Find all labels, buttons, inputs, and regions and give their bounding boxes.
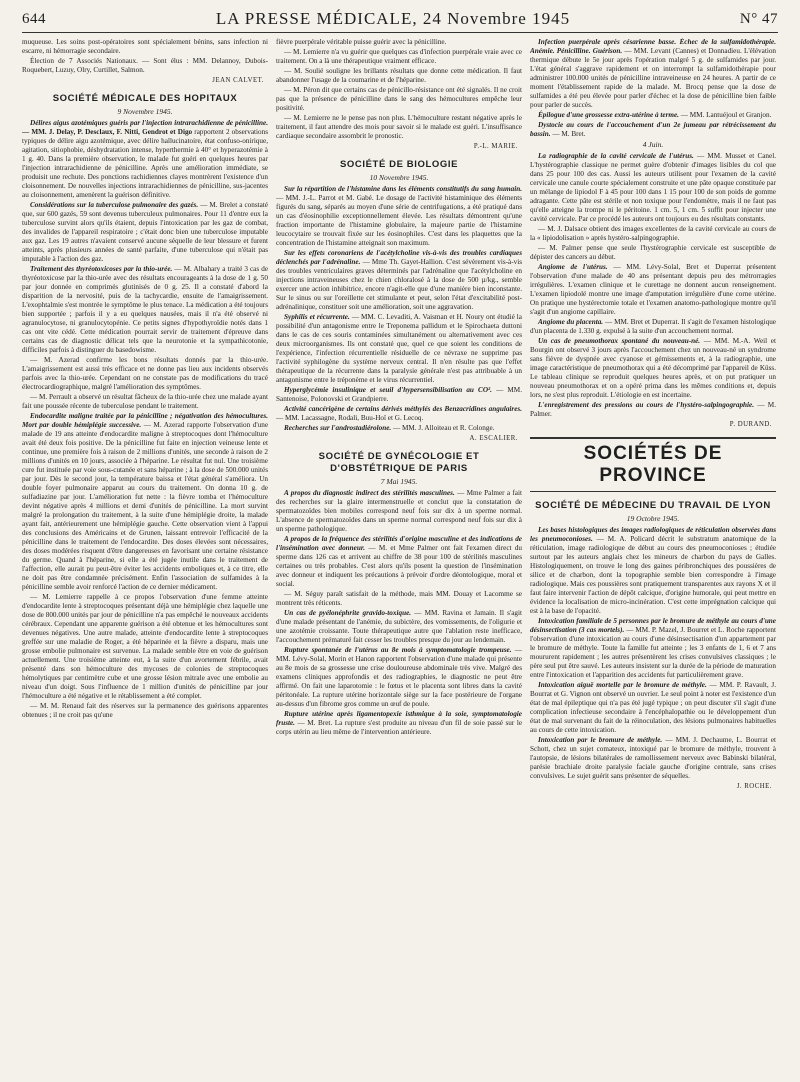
- article-title: A propos du diagnostic indirect des stérilités masculines.: [284, 489, 455, 497]
- article: [276, 489, 522, 534]
- discussion: — M. Azerad confirme les bons résultats donnés par la thio-urée. L'amaigrissement est aussi très efficace et ne donne pas lieu aux incidents observés parfois avec la thio-urée. Cependant on ne constate pas de modifications du tracé électrocardiographique, malgré l'amélioration des symptômes.: [22, 356, 268, 391]
- article: [530, 401, 776, 419]
- article: [276, 249, 522, 312]
- article: [530, 617, 776, 680]
- article-text: rapportent 2 observations typiques de délire aigu azotémique, avec délire hallucinatoire, état confuso-onirique, agitation, sitiophobie, déshydratation intense, hyperthermie à 40° et hyperazotémie à 1 g. 40. Dans la première observation, le malade fut guéri en quelques heures par l'injection intrarachidienne de pénicilline. Après une amélioration immédiate, se produisit une rechute. Des ponctions rachidiennes clayes montrèrent l'existence d'un cloisonnement. De nouvelles injections intrarachidiennes de pénicilline, sus-jacentes au cloisonnement, amenèrent la guérison définitive.: [22, 128, 268, 199]
- article-text: — MM. Lacassagne, Rodali, Buu-Hoï et G. Lecoq.: [276, 414, 424, 422]
- article-text: — MM. Ravina et Jamain. Il s'agit d'une malade présentant de l'anémie, du subictère, des vomissements, de l'oligurie et une azotémie croissante. Toute thérapeutique autre que l'ablation reste inefficace, l'accouchement prématuré fait cesser les troubles presque du jour au lendemain.: [276, 609, 522, 644]
- session-date: 9 Novembre 1945.: [117, 107, 173, 116]
- article: [530, 318, 776, 336]
- article: [530, 337, 776, 400]
- article: [530, 681, 776, 735]
- article-title: Intoxication aiguë mortelle par le bromure de méthyle.: [538, 681, 707, 689]
- article-title: Un cas de pneumothorax spontané du nouveau-né.: [538, 337, 701, 345]
- section-heading: SOCIÉTÉ DE BIOLOGIE: [339, 159, 459, 170]
- article-text: — MM. M.-A. Weil et Bourgin ont observé 3 jours après l'accouchement chez un nouveau-né un syndrome sans fièvre de dyspnée avec cyanose et gémissements et, à la radiographie, une image caractéristique de pneumothorax qui a été décomprimé par l'appareil de Küss. Le tableau clinique se reproduit quelques heures après, et on put pratiquer un nouveau pneumothorax et on a opéré prima dans les mêmes conditions et, depuis lors, ne s'est plus reproduit. L'étiologie en est incertaine.: [530, 337, 776, 399]
- article: [276, 535, 522, 589]
- article-title: Un cas de pyélonéphrite gravido-toxique.: [284, 609, 412, 617]
- column-1: [22, 38, 268, 1076]
- article-title: Activité cancérigène de certains dérivés méthylés des Benzacridines angulaires.: [284, 405, 522, 413]
- article-text: — MM. Musset et Canel. L'hystérographie classique ne permet guère d'obtenir d'images lisibles du col que dans 25 pour 100 des cas. Aussi les auteurs utilisent pour l'examen de la cavité cervicale une canule courte spécialement construite et une pâte opaque constituée par un mélange de lipiodol F à 45 pour 100 dans 1 15 pour 100 de son poids de gomme adragante. Cette pâte est stérile et non toxique pour l'endomètre, mais il ne faut pas qu'elle atteigne la trompe ni le péritoine. 1 cm. 5, 1 cm. 5 suffit pour injecter une cavité cervicale. Par ce procédé les auteurs ont toujours eu des résultats constants.: [530, 152, 776, 223]
- paragraph: fièvre puerpérale véritable puisse guérir avec la pénicilline.: [276, 38, 447, 46]
- article: [530, 38, 776, 110]
- session-date: 7 Mai 1945.: [380, 477, 418, 486]
- article-text: — Mme Th. Gayet-Hallion. C'est sévèrement vis-à-vis des troubles ventriculaires graves déterminés par l'adrénaline que l'acétylcholine en injections intraveineuses chez le chien chloralosé à la dose de 500 µ/kg., semble exercer une action inhibitrice, encore n'agit-elle que d'une manière bien inconstante. Sur le sinus ou sur l'oreillette cet stimulante et peut, selon l'état d'excitabilité post-adrénalinique, constituer soit une amélioration, soit une aggravation.: [276, 258, 522, 311]
- article-text: — MM. J.-L. Parrot et M. Gabé. Le dosage de l'activité histaminique des éléments figurés du sang, séparés au moyen d'une série de centrifugations, a été pratiqué dans un cas d'éosinophilie exceptionnellement élevée. Les résultats démontrent qu'une fraction importante de l'histamine globulaire, la majeure partie de l'histamine leucocytaire se trouvait fixée sur les éosinophiles. C'est dans les plaquettes que la concentration de l'histamine atteignait son maximum.: [276, 194, 522, 247]
- article: [276, 424, 522, 433]
- article-title: L'enregistrement des pressions au cours de l'hystéro-salpingographie.: [538, 401, 755, 409]
- article-text: — MM. J. Dechaume, L. Bourrat et Schott, chez un sujet comateux, intoxiqué par le bromure de méthyle, trouvent à l'autopsie, de lésions bilatérales de ramollissement nerveux avec Babinski bilatéral, parésie brachiale droite paralysie faciale gauche d'origine centrale, sans crises convulsives. Le sujet guérit sans présenter de séquelles.: [530, 736, 776, 780]
- column-3: [530, 38, 776, 1076]
- article-text: — M. et Mme Palmer ont fait l'examen direct du sperme dans 126 cas et arrivent au chiffre de 38 pour 100 de stérilités masculines certaines ou très probables. C'est alors qu'ils posent la question de l'insémination avec donneur et indiquent les précautions à prévoir d'ordre déontologique, moral et social.: [276, 544, 522, 588]
- article: [276, 710, 522, 737]
- section-heading: SOCIÉTÉ DE GYNÉCOLOGIE ET D'OBSTÉTRIQUE DE PARIS: [318, 451, 480, 474]
- article-text: — MM. Levant (Cannes) et Donnadieu. L'élévation thermique débute le 5e jour après l'opération malgré 5 g. de sulfamides par jour. L'état général s'aggrave rapidement et on interrompt la sulfamidothérapie pour administrer 100.000 unités de pénicilline intraveineuse en 24 heures. A partir de ce moment l'établissement rapide de la malade. M. Brocq pense que la dose de sulfamides a été peu élevée pour parler d'échec et la dose de pénicilline bien faible pour parler de succès.: [530, 47, 776, 109]
- article-title: A propos de la fréquence des stérilités d'origine masculine et des indications de l'insémination avec donneur.: [276, 535, 522, 552]
- article: [530, 526, 776, 616]
- article: [276, 313, 522, 385]
- discussion: — M. M. Renaud fait des réserves sur la permanence des guérisons apparentes obtenues ; il ne croit pas qu'une: [22, 702, 268, 719]
- article-title: Sur les effets coronariens de l'acétylcholine vis-à-vis des troubles cardiaques déclenchés par l'adrénaline.: [276, 249, 522, 266]
- page-number: 644: [22, 10, 46, 27]
- article-text: — MM. Santenoise, Polonovski et Grandpierre.: [276, 386, 522, 403]
- article-title: Syphilis et récurrente.: [284, 313, 350, 321]
- page-header: [22, 6, 778, 33]
- article-text: — MM. P. Ravault, J. Bourrat et G. Vignon ont observé un ouvrier. Le seul point à noter est l'existence d'un état de mal épileptique qui n'a pas été jugé typique ; on peut discuter s'il s'agit d'une complication infectieuse secondaire à l'encéphalopathie ou le développement d'un état de mal survenant du fait de la réinoculation, des lésions pulmonaires habituelles au cours de cette intoxication.: [530, 681, 776, 734]
- discussion: — M. Péron dit que certains cas de pénicillo-résistance ont été signalés. Il ne croit pas que la présence de pénicilline dans le sang des hémocultures empêche leur positivité.: [276, 86, 522, 112]
- article: [530, 111, 776, 120]
- election-notice: Élection de 7 Associés Nationaux. — Sont élus : MM. Delannoy, Dubois-Roquebert, Luzuy, Olry, Curtillet, Salmon.: [22, 57, 268, 74]
- article-title: Rupture utérine après ligamentopexie isthmique à la soie, symptomatologie fruste.: [276, 710, 522, 727]
- signature: JEAN CALVET.: [212, 77, 264, 84]
- article-title: Traitement des thyréotoxicoses par la thio-urée.: [30, 265, 173, 273]
- session-date: 19 Octobre 1945.: [626, 514, 680, 523]
- article: [22, 119, 268, 200]
- article-title: La radiographie de la cavité cervicale de l'utérus.: [538, 152, 694, 160]
- article: [22, 265, 268, 355]
- article: [530, 152, 776, 224]
- article-authors: — MM. J. Delay, P. Desclaux, F. Nitti, Gendrot et Digo: [22, 128, 193, 136]
- article-title: Délires aigus azotémiques guéris par l'injection intrarachidienne de pénicilline.: [30, 119, 268, 127]
- article-title: Rupture spontanée de l'utérus au 8e mois à symptomatologie trompeuse.: [284, 646, 512, 654]
- columns: [22, 38, 782, 1076]
- article-text: — M. Bret. La rupture s'est produite au niveau d'un fil de soie passé sur le corps utérin au lieu même de l'intervention antérieure.: [276, 719, 522, 736]
- session-date: 10 Novembre 1945.: [369, 173, 429, 182]
- paragraph: muqueuse. Les soins post-opératoires sont spécialement bénins, sans infection ni escarre, ni hémorragie secondaire.: [22, 38, 268, 55]
- article-title: Épilogue d'une grossesse extra-utérine à terme.: [538, 111, 679, 119]
- province-heading: SOCIÉTÉS DE PROVINCE: [530, 437, 776, 492]
- article: [276, 405, 522, 423]
- discussion: — M. Lemierre ne le pense pas non plus. L'hémoculture restant négative après le traitement, il faut attendre des mois pour savoir si le malade est guéri. L'insuffisance cardiaque secondaire assombrit le pronostic.: [276, 114, 522, 140]
- article-title: Intoxication familiale de 5 personnes par le bromure de méthyle au cours d'une désinsectisation (3 cas mortels).: [530, 617, 776, 634]
- issue-number: N° 47: [739, 10, 778, 27]
- article-title: Recherches sur l'androstadiérolone.: [284, 424, 392, 432]
- article-text: — MM. Lévy-Solal, Morin et Hanon rapportent l'observation d'une malade qui présente au 8e mois de sa grossesse une crise douloureuse abdominale très vive. Malgré des examens cliniques approfondis et des radiographies, le diagnostic ne peut être affirmé. On fait une laparotomie : le fœtus et le placenta sont libres dans la cavité péritonéale. La rupture utérine horizontale siège sur la face postérieure de l'organe au-dessus d'un fibrome gros comme un œuf de poule.: [276, 646, 522, 708]
- discussion: — M. J. Dalsace obtient des images excellentes de la cavité cervicale au cours de la « lipiodolisation » après hystéro-salpingographie.: [530, 225, 776, 242]
- article-text: — MM. J. Alloiteau et R. Colonge.: [393, 424, 495, 432]
- article-text: — M. Bret.: [552, 130, 586, 138]
- signature: J. ROCHE.: [736, 783, 772, 790]
- article: [530, 263, 776, 317]
- article-title: Angiome du placenta.: [538, 318, 604, 326]
- article: [22, 201, 268, 264]
- article-title: Hyperglycémie insulinique et seuil d'hypersensibilisation au CO².: [284, 386, 492, 394]
- signature: P.-L. MARIE.: [473, 143, 518, 150]
- article: [530, 121, 776, 139]
- article-title: Considérations sur la tuberculose pulmonaire des gazés.: [30, 201, 199, 209]
- article-text: — MM. Lévy-Solal, Bret et Duperrat présentent l'observation d'une malade de 40 ans présentant depuis peu des métrorragies irrégulières. L'examen clinique et le curettage ne donnent aucun renseignement. L'examen lipiodolé montre une image d'amputation irrégulière d'une corne utérine. On pratique une hystérectomie totale et l'examen anatomo-pathologique montre qu'il s'agit d'un angiome capillaire.: [530, 263, 776, 316]
- session-date: 4 Juin.: [642, 140, 664, 149]
- discussion: — M. Palmer pense que seule l'hystérographie cervicale est susceptible de dépister des cancers au début.: [530, 244, 776, 261]
- signature: A. ESCALIER.: [469, 435, 518, 442]
- article: [276, 185, 522, 248]
- article-title: Infection puerpérale après césarienne basse. Échec de la sulfamidothérapie. Anémie. Pénicilline. Guérison.: [530, 38, 776, 55]
- article: [22, 412, 268, 592]
- section-heading: SOCIÉTÉ DE MÉDECINE DU TRAVAIL DE LYON: [535, 500, 771, 511]
- article-text: — Mme Palmer a fait des recherches sur la glaire intermenstruelle et conclut que la constatation de spermatozoïdes bien mobiles correspond neuf fois sur dix à un sperme normal. L'absence de spermatozoïdes dans un sperme normal correspond neuf fois sur dix à un sperme pathologique.: [276, 489, 522, 533]
- article: [276, 609, 522, 645]
- article: [530, 736, 776, 781]
- article: [276, 646, 522, 709]
- article-text: — M. Azerad rapporte l'observation d'une malade de 19 ans atteinte d'endocardite maligne à streptocoques dont l'hémoculture avait été deux fois positive. De la pénicilline fut faite en injection veineuse lente et continue, une première fois à raison de 2 millions d'unités, une seconde à raison de 2 millions d'unités en 10 jours, associée à l'héparine. Le résultat fut nul. Une troisième cure fut instituée par voie sous-cutanée et sans héparine ; à la dose de 500.000 unités par jour. Dès le second jour, la température baissa et l'état général s'améliora. Un double foyer pulmonaire apparut au cours du traitement. On donna 10 g. de sulfadiazine par jour. L'amélioration fut nette : la fièvre tomba et l'hémoculture devint négative après 4 millions et demi d'unités de pénicilline. La mort survint malgré la prolongation du traitement, à la suite d'une hémiplégie droite, la malade ayant fait, antérieurement une hémiplégie gauche. Cette observation vient à l'appui des conclusions des Américains et de Grunen, laissant entrevoir l'efficacité de la pénicilline dans le traitement de l'endocardite. Des doses élevées sont nécessaires, des doses modérées risquent d'être dangereuses en favorisant une certaine résistance du germe. Quand à l'héparine, si elle a été jugée inutile dans le traitement de l'affection, elle aurait pu peut-être éviter les accidents emboliques et, à ce titre, elle ne doit pas être condamnée précisément. Enfin l'association de sulfamides à la pénicilline semble avoir renforcé l'action de ce dernier médicament.: [22, 421, 268, 591]
- article-text: — MM. C. Levaditi, A. Vaisman et H. Noury ont étudié la possibilité d'un antagonisme entre le Treponema pallidum et le Spirochaeta duttoni dans le cas de ces souris contaminées simultanément ou alternativement avec ces deux microorganismes. Ils ont constaté que, quel ce que soient les conditions de l'expérience, l'infection récurrentielle résiduelle de ce névraxe ne supprime pas l'activité syphilogène du système nerveux central. Il n'en résulte pas que l'effet thérapeutique de la récurrente dans la paralysie générale n'est pas attribuable à un antagonisme entre le tréponème et le virus récurrentiel.: [276, 313, 522, 384]
- article-text: — M. A. Policard décrit le substratum anatomique de la réticulation, image radiologique de début au cours des pneumoconioses ; étudiée surtout par les auteurs anglais chez les mineurs de charbon du pays de Galles. Histologiquement, on trouve le long des gaines péribronchiques des poussières de silice et de charbon, dont la topographie semble bien correspondre à l'image radiologique. Mais ces poussières sont pratiquement transparentes aux rayons X et il faut faire intervenir l'action de dépôt calcique, d'origine humorale, qui peut mettre en évidence la localisation de micro-incinération. C'est cette imprégnation calcique qui est à la base de l'opacité.: [530, 535, 776, 615]
- discussion: — M. Perrault a observé un résultat fâcheux de la thio-urée chez une malade ayant fait une poussée récente de tuberculose pendant le traitement.: [22, 393, 268, 410]
- section-heading: SOCIÉTÉ MÉDICALE DES HOPITAUX: [52, 93, 238, 104]
- article-title: Dystocie au cours de l'accouchement d'un 2e jumeau par rétrécissement du bassin.: [530, 121, 776, 138]
- article-text: — MM. P. Mazel, J. Bourret et L. Roche rapportent l'observation d'une intoxication au cours d'une désinsectisation d'un appartement par le bromure de méthyle. Toute la famille fut atteinte ; les 3 enfants de 1, 6 et 7 ans moururent rapidement ; les autres présentèrent les crises convulsives classiques ; le père seul put être sauvé. Les auteurs insistent sur la durée de la période de maturation entre l'intoxication et l'apparition des accidents fut particulièrement grave.: [530, 626, 776, 679]
- article-text: — MM. Lantuéjoul et Granjon.: [680, 111, 772, 119]
- discussion: — M. Lemierre n'a vu guérir que quelques cas d'infection puerpérale vraie avec ce traitement. On a là une thérapeutique vraiment efficace.: [276, 48, 522, 65]
- discussion: — M. Soulié souligne les brillants résultats que donne cette médication. Il faut abandonner l'usage de la coumarine et de l'héparine.: [276, 67, 522, 84]
- journal-title: LA PRESSE MÉDICALE, 24 Novembre 1945: [215, 9, 571, 28]
- discussion: — M. Lemierre rappelle à ce propos l'observation d'une femme atteinte d'endocardite lente à streptocoques présentant déjà une hémiplégie chez laquelle une dose de 800.000 unités par jour de pénicilline n'a pas empêché le nouveaux accidents cérébraux. Cependant une apparente guérison a été obtenue et les hémocultures sont devenues négatives. Une autre malade, atteinte d'endocardite lente à streptocoques greffée sur une maladie de Roger, a été héparinée et la fièvre a disparu, mais une grosse embolie pulmonaire est survenue. La malade semble être en voie de guérison actuellement. Une troisième atteinte eut, à la suite d'un avortement fébrile, avait présenté dans son hémoculture des mycoses de colonies de streptocoques hémolytiques par centimètre cube et une grosse lésion mitrale avec une embolie au niveau d'un doigt. Sous l'influence de 1 million d'unités de pénicilline par jour l'hémoculture a été négative et le rétablissement a été complet.: [22, 593, 268, 700]
- article-title: Angiome de l'utérus.: [538, 263, 608, 271]
- signature: P. DURAND.: [729, 421, 772, 428]
- article-title: Endocardite maligne traitée par la pénicilline ; négativation des hémocultures. Mort par double hémiplégie successive.: [22, 412, 268, 429]
- article-title: Intoxication par le bromure de méthyle.: [538, 736, 663, 744]
- article: [276, 386, 522, 404]
- article-text: — MM. Bret et Duperrat. Il s'agit de l'examen histologique d'un placenta de 1.330 g. expulsé à la suite d'un accouchement normal.: [530, 318, 776, 335]
- column-2: [276, 38, 522, 1076]
- article-title: Sur la répartition de l'histamine dans les éléments constitutifs du sang humain.: [284, 185, 522, 193]
- article-text: — M. Albahary a traité 3 cas de thyréotoxicose par la thio-urée avec des résultats encourageants à la dose de 1 g. 50 par jour donnée en comprimés glutinisés de 0 g. 25. Il a constaté d'abord la disparition de la nervosité, puis de la tachycardie, ensuite de l'amaigrissement. L'exophtalmie s'est montrée le symptôme le plus tenace. La médication a été toujours bien supportée ; parfois il y a eu quelques nausées, mais il n'a été observé ni agranulocytose, ni granulocytopénie. Ce petits signes d'hypothyroïdie notés dans 1 cas ont vite cédé. Cette médication pourrait servir de traitement d'épreuve dans certains cas de diagnostic délicat tels que la neurotonie et la sympathicotonie, difficiles parfois à distinguer du basedowisme.: [22, 265, 268, 354]
- discussion: — M. Séguy paraît satisfait de la méthode, mais MM. Douay et Lacomme se montrent très réticents.: [276, 590, 522, 607]
- article-text: — M. Palmer.: [530, 401, 776, 418]
- article-text: — M. Brelet a constaté que, sur 600 gazés, 59 sont devenus tuberculeux pulmonaires. Pour 11 d'entre eux la tuberculose survint alors qu'ils étaient, depuis l'intoxication par les gaz de combat, des invalides de l'appareil respiratoire ; c'était donc bien une tuberculose imputable aux gaz. Les 19 autres n'avaient conservé aucune séquelle de leur blessure et furent atteints, après plusieurs années de santé parfaite, d'une tuberculose qui n'était pas imputable à l'action des gaz.: [22, 201, 268, 263]
- article-title: Les bases histologiques des images radiologiques de réticulation observées dans les pneumoconioses.: [530, 526, 776, 543]
